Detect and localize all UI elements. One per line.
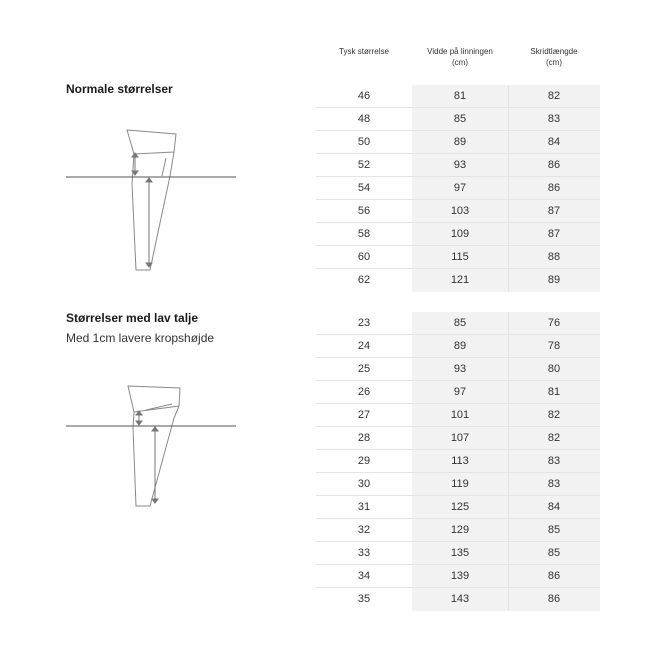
- waist-cell: 97: [453, 386, 467, 398]
- size-cell: 58: [357, 228, 371, 240]
- waist-cell: 89: [453, 340, 467, 352]
- inseam-cell: 82: [547, 90, 561, 102]
- waist-cell: 107: [450, 432, 470, 444]
- waist-cell: 103: [450, 205, 470, 217]
- table-row: [316, 108, 600, 131]
- table-row: [316, 496, 600, 519]
- normal-sizes-table: [316, 85, 600, 292]
- size-cell: 24: [357, 340, 371, 352]
- inseam-cell: 81: [547, 386, 561, 398]
- header-waist: Vidde på linningen (cm): [427, 47, 493, 67]
- waist-cell: 121: [450, 274, 470, 286]
- waist-cell: 81: [453, 90, 467, 102]
- header-inseam: Skridtlængde (cm): [530, 47, 578, 67]
- waist-cell: 93: [453, 363, 467, 375]
- size-cell: 62: [357, 274, 371, 286]
- waist-cell: 97: [453, 182, 467, 194]
- inseam-cell: 86: [547, 570, 561, 582]
- waist-cell: 139: [450, 570, 470, 582]
- table-row: [316, 358, 600, 381]
- table-row: [316, 519, 600, 542]
- table-row: [316, 473, 600, 496]
- table-row: [316, 200, 600, 223]
- size-cell: 54: [357, 182, 371, 194]
- waist-cell: 129: [450, 524, 470, 536]
- size-cell: 30: [357, 478, 371, 490]
- low-waist-title: Størrelser med lav talje: [66, 311, 199, 325]
- waist-cell: 143: [450, 593, 470, 605]
- table-row: [316, 381, 600, 404]
- waist-cell: 109: [450, 228, 470, 240]
- size-cell: 34: [357, 570, 371, 582]
- inseam-cell: 86: [547, 593, 561, 605]
- table-row: [316, 246, 600, 269]
- table-row: [316, 154, 600, 177]
- size-cell: 50: [357, 136, 371, 148]
- waist-cell: 85: [453, 113, 467, 125]
- waist-cell: 125: [450, 501, 470, 513]
- inseam-cell: 86: [547, 159, 561, 171]
- inseam-cell: 83: [547, 478, 561, 490]
- size-cell: 26: [357, 386, 371, 398]
- size-cell: 46: [357, 90, 371, 102]
- waist-cell: 119: [451, 478, 469, 490]
- inseam-cell: 78: [547, 340, 561, 352]
- waist-cell: 101: [450, 409, 470, 421]
- waist-cell: 89: [453, 136, 467, 148]
- size-cell: 56: [357, 205, 371, 217]
- waist-cell: 135: [450, 547, 470, 559]
- inseam-cell: 84: [547, 501, 561, 513]
- size-cell: 28: [357, 432, 371, 444]
- inseam-cell: 83: [547, 455, 561, 467]
- table-row: [316, 588, 600, 611]
- inseam-cell: 82: [547, 409, 561, 421]
- size-cell: 60: [357, 251, 371, 263]
- inseam-cell: 85: [547, 547, 561, 559]
- table-row: [316, 427, 600, 450]
- inseam-cell: 87: [547, 205, 561, 217]
- waist-cell: 113: [451, 455, 469, 467]
- table-row: [316, 404, 600, 427]
- inseam-cell: 85: [547, 524, 561, 536]
- inseam-cell: 87: [547, 228, 561, 240]
- size-cell: 31: [357, 501, 371, 513]
- table-row: [316, 312, 600, 335]
- inseam-cell: 84: [547, 136, 561, 148]
- pants-diagram-normal-icon: [66, 124, 246, 274]
- inseam-cell: 80: [547, 363, 561, 375]
- table-row: [316, 85, 600, 108]
- inseam-cell: 88: [547, 251, 561, 263]
- inseam-cell: 76: [547, 317, 561, 329]
- inseam-cell: 89: [547, 274, 561, 286]
- size-cell: 23: [357, 317, 371, 329]
- table-row: [316, 335, 600, 358]
- table-row: [316, 565, 600, 588]
- low-waist-subtitle: Med 1cm lavere kropshøjde: [66, 331, 215, 345]
- size-cell: 52: [357, 159, 371, 171]
- table-row: [316, 131, 600, 154]
- header-size: Tysk størrelse: [339, 47, 389, 56]
- size-cell: 29: [357, 455, 371, 467]
- size-cell: 33: [357, 547, 371, 559]
- table-row: [316, 542, 600, 565]
- inseam-cell: 82: [547, 432, 561, 444]
- inseam-cell: 83: [547, 113, 561, 125]
- size-cell: 25: [357, 363, 371, 375]
- table-row: [316, 177, 600, 200]
- size-cell: 32: [357, 524, 371, 536]
- waist-cell: 85: [453, 317, 467, 329]
- pants-diagram-low-icon: [66, 380, 246, 510]
- size-cell: 35: [357, 593, 371, 605]
- table-row: [316, 223, 600, 246]
- table-row: [316, 269, 600, 292]
- low-waist-table: [316, 312, 600, 611]
- size-cell: 27: [357, 409, 371, 421]
- table-row: [316, 450, 600, 473]
- inseam-cell: 86: [547, 182, 561, 194]
- size-cell: 48: [357, 113, 371, 125]
- normal-sizes-title: Normale størrelser: [66, 82, 173, 96]
- waist-cell: 93: [453, 159, 467, 171]
- waist-cell: 115: [451, 251, 469, 263]
